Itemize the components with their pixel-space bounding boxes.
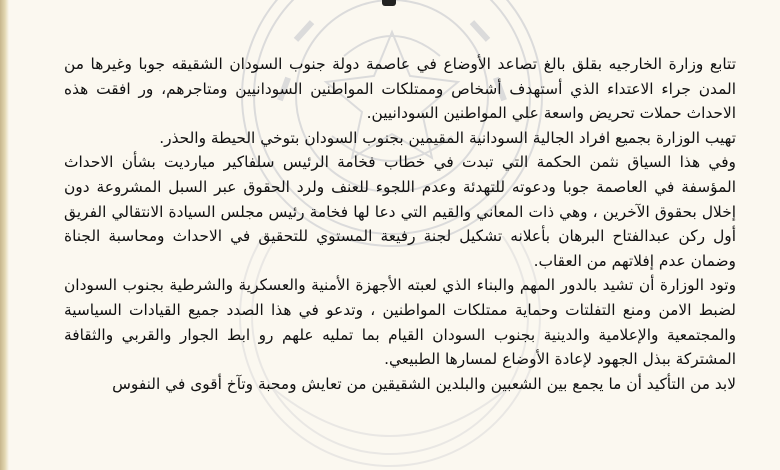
paragraph-3: وفي هذا السياق نثمن الحكمة التي تبدت في خطاب فخامة الرئيس سلفاكير ميارديت بشأن الاحداث المؤسفة في العاصمة جوبا ودعوته للتهدئة وعدم اللجوء للعنف ولرد الحقوق عبر السبل المشروعة دون إخلال بحقوق الآخرين ، وهي ذات المعاني والقيم التي دعا لها فخامة رئيس مجلس السيادة الانتقالي الفريق أول ركن عبدالفتاح البرهان بأعلانه تشكيل لجنة رفيعة المستوي للتحقيق في الاحداث ومحاسبة الجناة وضمان عدم إفلاتهم من العقاب. [64,153,736,270]
page-border [0,0,9,470]
paragraph-4: وتود الوزارة أن تشيد بالدور المهم والبناء الذي لعبته الأجهزة الأمنية والعسكرية والشرطية بجنوب السودان لضبط الامن ومنع التفلتات وحماية ممتلكات المواطنين ، وتدعو في هذا الصدد جميع القيادات السياسية والمجتمعية والإعلامية والدينية بجنوب السودان القيام بما تمليه علهم رو ابط الجوار والقربي والثقافة المشتركة ببذل الجهود لإعادة الأوضاع لمسارها الطبيعي. [64,276,736,369]
paragraph-5: لابد من التأكيد أن ما يجمع بين الشعبين والبلدين الشقيقين من تعايش ومحبة وتآخ أقوى في النفوس [112,374,736,393]
statement-body [64,52,736,396]
paragraph-2: تهيب الوزارة بجميع افراد الجالية السودانية المقيمين بجنوب السودان بتوخي الحيطة والحذر. [159,128,736,147]
page-top-mark [382,0,396,6]
paragraph-1: تتابع وزارة الخارجيه بقلق بالغ تصاعد الأوضاع في عاصمة دولة جنوب السودان الشقيقه جوبا وغيرها من المدن جراء الاعتداء الذي أستهدف أشخاص وممتلكات المواطنين السودانيين ومتاجرهم، ور افقت هذه الاحداث حملات تحريض واسعة علي المواطنين السودانيين. [64,55,736,123]
